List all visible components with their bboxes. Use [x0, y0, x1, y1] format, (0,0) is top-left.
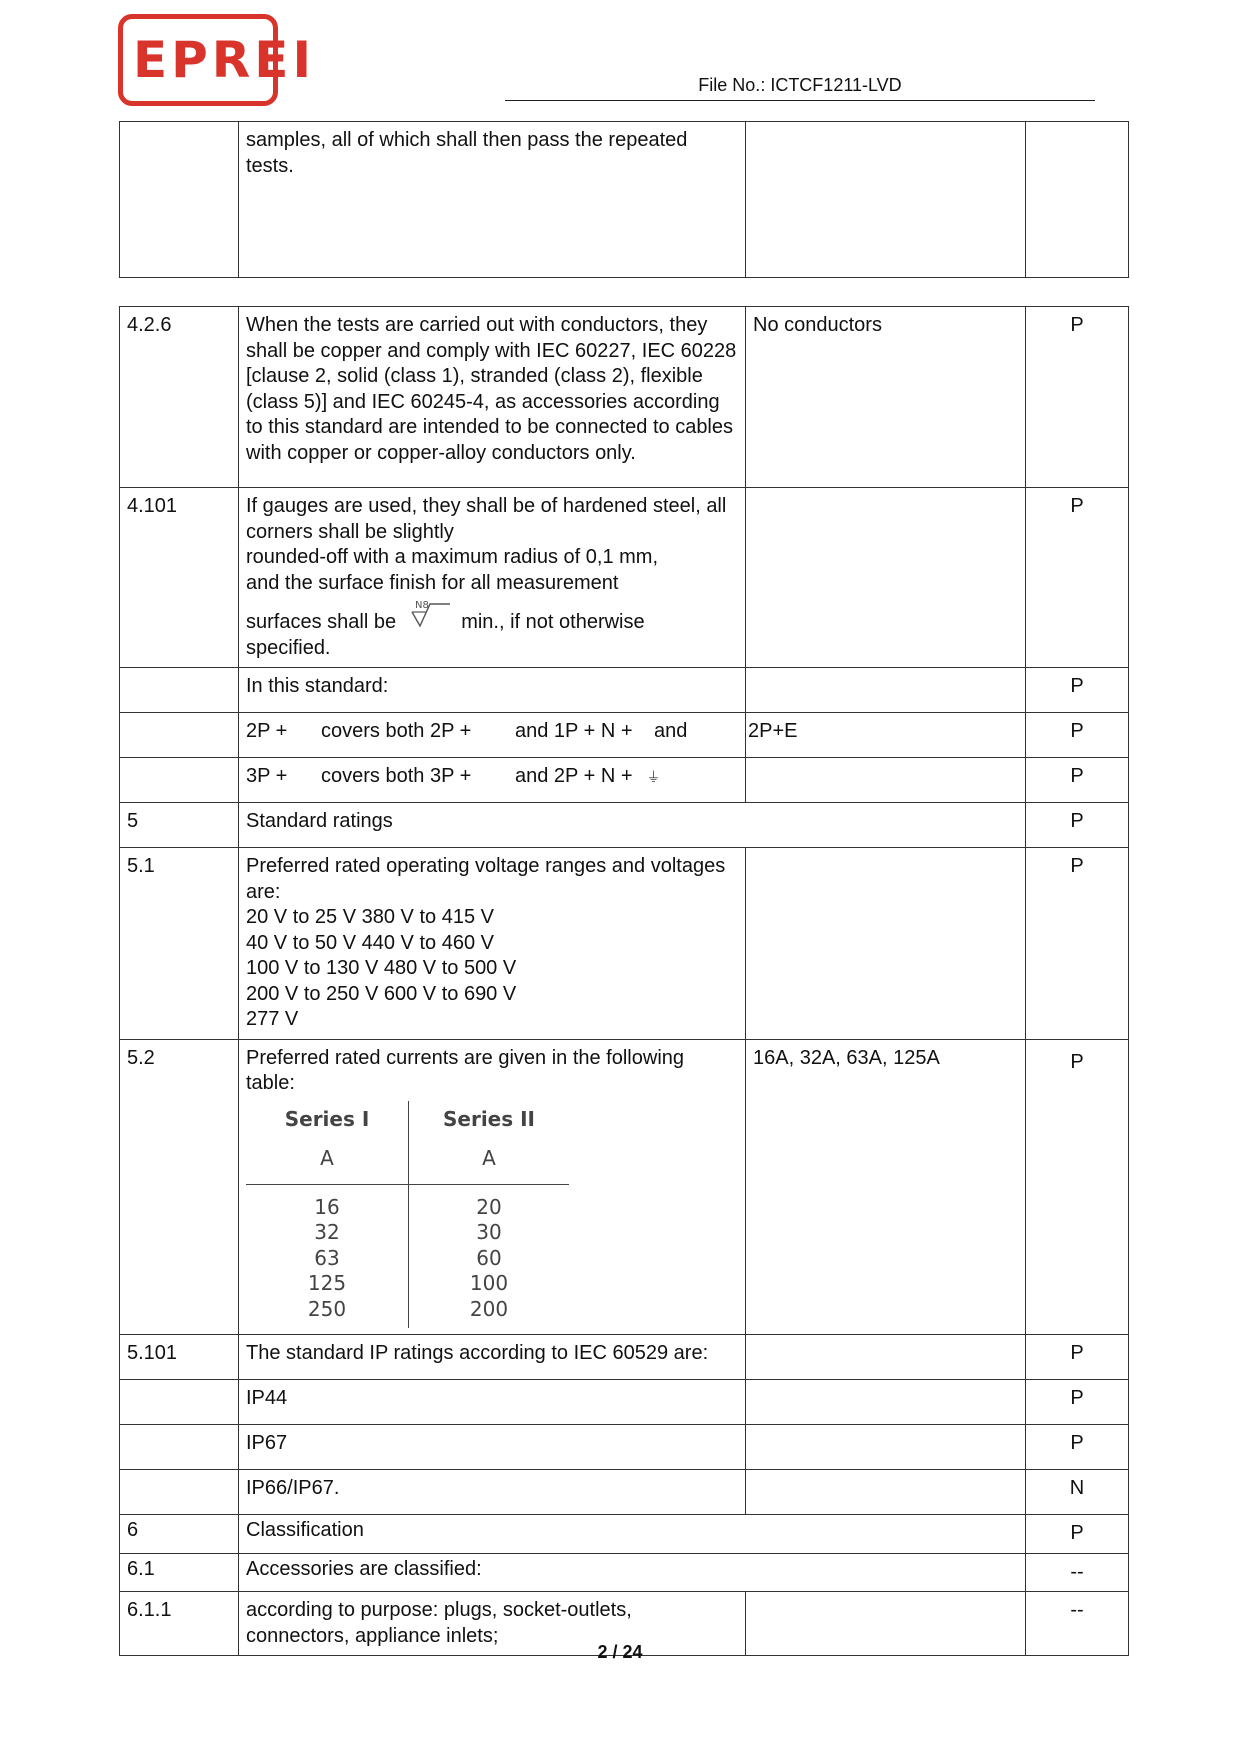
voltage-line: 200 V to 250 V 600 V to 690 V — [246, 982, 517, 1005]
table-row — [120, 1553, 1129, 1592]
verdict-cell: P — [1026, 1515, 1129, 1554]
verdict-cell: -- — [1026, 1592, 1129, 1656]
series-2-values — [409, 1184, 570, 1328]
table-row — [120, 1515, 1129, 1554]
config-text: covers both 2P + — [321, 720, 472, 742]
requirement-cell: In this standard: — [239, 668, 746, 713]
requirement-cell — [239, 848, 746, 1040]
series-1-header: Series I — [246, 1101, 409, 1139]
roughness-label: N8 — [414, 600, 429, 611]
clause-cell: 4.101 — [120, 488, 239, 668]
result-cell — [746, 758, 1026, 803]
current-value: 125 — [307, 1271, 347, 1295]
current-value: 250 — [307, 1296, 347, 1321]
voltage-line: 277 V — [246, 1008, 299, 1030]
result-cell — [746, 1425, 1026, 1470]
requirement-cell: Classification — [239, 1515, 1026, 1554]
result-cell — [746, 1335, 1026, 1380]
company-logo: EPREI — [118, 14, 278, 106]
current-value: 16 — [314, 1194, 340, 1219]
clause-cell: 5.101 — [120, 1335, 239, 1380]
requirement-line: rounded-off with a maximum radius of 0,1 mm, — [246, 546, 659, 568]
result-cell — [746, 848, 1026, 1040]
clause-cell — [120, 1380, 239, 1425]
clause-cell: 5.2 — [120, 1039, 239, 1335]
clause-cell: 5 — [120, 803, 239, 848]
table-row — [120, 1470, 1129, 1515]
series-2-unit: A — [409, 1138, 570, 1184]
current-value: 100 — [469, 1271, 509, 1295]
file-number: File No.: ICTCF1211-LVD — [505, 74, 1095, 101]
config-text: covers both 3P + — [321, 765, 472, 787]
requirement-line — [246, 598, 738, 636]
verdict-cell: P — [1026, 758, 1129, 803]
requirement-cell: IP66/IP67. — [239, 1470, 746, 1515]
verdict-cell: P — [1026, 1335, 1129, 1380]
table-row — [120, 668, 1129, 713]
requirement-text: surfaces shall be — [246, 611, 397, 633]
rated-currents-table — [246, 1101, 569, 1329]
requirement-cell — [239, 488, 746, 668]
config-text: and 2P + N + — [515, 765, 633, 787]
surface-roughness-icon — [406, 598, 452, 632]
verdict-cell: P — [1026, 488, 1129, 668]
continuation-table — [119, 121, 1129, 278]
verdict-cell: P — [1026, 713, 1129, 758]
result-cell: 16A, 32A, 63A, 125A — [746, 1039, 1026, 1335]
result-cell: No conductors — [746, 307, 1026, 488]
series-2-header: Series II — [442, 1106, 535, 1131]
clause-cell — [120, 122, 239, 278]
current-value: 32 — [314, 1220, 340, 1244]
voltage-line: 20 V to 25 V 380 V to 415 V — [246, 906, 494, 928]
requirement-cell — [239, 758, 746, 803]
result-cell — [746, 1380, 1026, 1425]
verdict-cell: P — [1026, 668, 1129, 713]
clause-cell — [120, 713, 239, 758]
clause-cell: 5.1 — [120, 848, 239, 1040]
result-cell — [746, 122, 1026, 278]
result-cell — [746, 668, 1026, 713]
current-value: 63 — [314, 1245, 340, 1270]
verdict-cell: P — [1026, 1380, 1129, 1425]
requirement-cell: When the tests are carried out with conductors, they shall be copper and comply with IEC 60227, IEC 60228 [clause 2, solid (class 1), stranded (class 2), flexible (class 5)] and IEC 60245-4, as accessories according to this standard are intended to be connected to cables with copper or copper-alloy conductors only. — [239, 307, 746, 488]
requirement-cell: samples, all of which shall then pass the repeated tests. — [239, 122, 746, 278]
table-row — [120, 122, 1129, 278]
current-value: 200 — [469, 1296, 509, 1321]
current-value: 30 — [476, 1220, 502, 1244]
config-text: and 1P + N + — [515, 720, 633, 742]
table-row — [120, 488, 1129, 668]
earth-icon: ⏚ — [646, 769, 661, 785]
series-1-unit: A — [246, 1138, 409, 1184]
verdict-cell: P — [1026, 848, 1129, 1040]
clause-cell — [120, 1425, 239, 1470]
requirement-cell: IP67 — [239, 1425, 746, 1470]
result-cell — [746, 488, 1026, 668]
current-value: 60 — [476, 1245, 502, 1270]
series-1-values — [246, 1184, 409, 1328]
result-cell — [746, 1470, 1026, 1515]
requirement-line: specified. — [246, 636, 331, 659]
requirement-line: Preferred rated currents are given in the following table: — [246, 1046, 685, 1094]
requirement-line: Preferred rated operating voltage ranges and voltages are: — [246, 855, 726, 903]
table-row — [120, 713, 1129, 758]
requirement-text: min., if not otherwise — [461, 611, 645, 633]
table-row — [120, 307, 1129, 488]
verdict-cell: P — [1026, 1039, 1129, 1335]
page-number: 2 / 24 — [597, 1642, 643, 1662]
config-text: 2P + — [246, 720, 288, 742]
requirement-line: and the surface finish for all measurement — [246, 571, 619, 594]
requirement-line: If gauges are used, they shall be of hardened steel, all corners shall be slightly — [246, 495, 727, 543]
clause-cell — [120, 758, 239, 803]
clause-cell: 6 — [120, 1515, 239, 1554]
voltage-line: 40 V to 50 V 440 V to 460 V — [246, 931, 494, 954]
table-row — [120, 803, 1129, 848]
clause-cell: 6.1.1 — [120, 1592, 239, 1656]
table-row — [120, 1380, 1129, 1425]
result-cell: 2P+E — [746, 713, 1026, 758]
verdict-cell: P — [1026, 1425, 1129, 1470]
requirement-cell — [239, 713, 746, 758]
config-text: 3P + — [246, 765, 288, 787]
table-row — [120, 848, 1129, 1040]
requirement-cell: IP44 — [239, 1380, 746, 1425]
clause-cell — [120, 1470, 239, 1515]
verdict-cell: P — [1026, 307, 1129, 488]
clause-cell — [120, 668, 239, 713]
verdict-cell: -- — [1026, 1553, 1129, 1592]
requirement-cell — [239, 1039, 746, 1335]
requirement-cell: The standard IP ratings according to IEC 60529 are: — [239, 1335, 746, 1380]
clause-cell: 4.2.6 — [120, 307, 239, 488]
clause-cell: 6.1 — [120, 1553, 239, 1592]
table-row — [120, 1039, 1129, 1335]
config-text: and — [654, 720, 688, 742]
requirements-table — [119, 306, 1129, 1656]
requirement-cell: according to purpose: plugs, socket-outlets, connectors, appliance inlets; — [239, 1592, 746, 1656]
table-row — [120, 758, 1129, 803]
verdict-cell: P — [1026, 803, 1129, 848]
table-row — [120, 1425, 1129, 1470]
requirement-cell: Accessories are classified: — [239, 1553, 1026, 1592]
verdict-cell: N — [1026, 1470, 1129, 1515]
voltage-line: 100 V to 130 V 480 V to 500 V — [246, 957, 517, 979]
requirement-cell: Standard ratings — [239, 803, 1026, 848]
current-value: 20 — [476, 1194, 502, 1219]
table-row — [120, 1335, 1129, 1380]
verdict-cell — [1026, 122, 1129, 278]
